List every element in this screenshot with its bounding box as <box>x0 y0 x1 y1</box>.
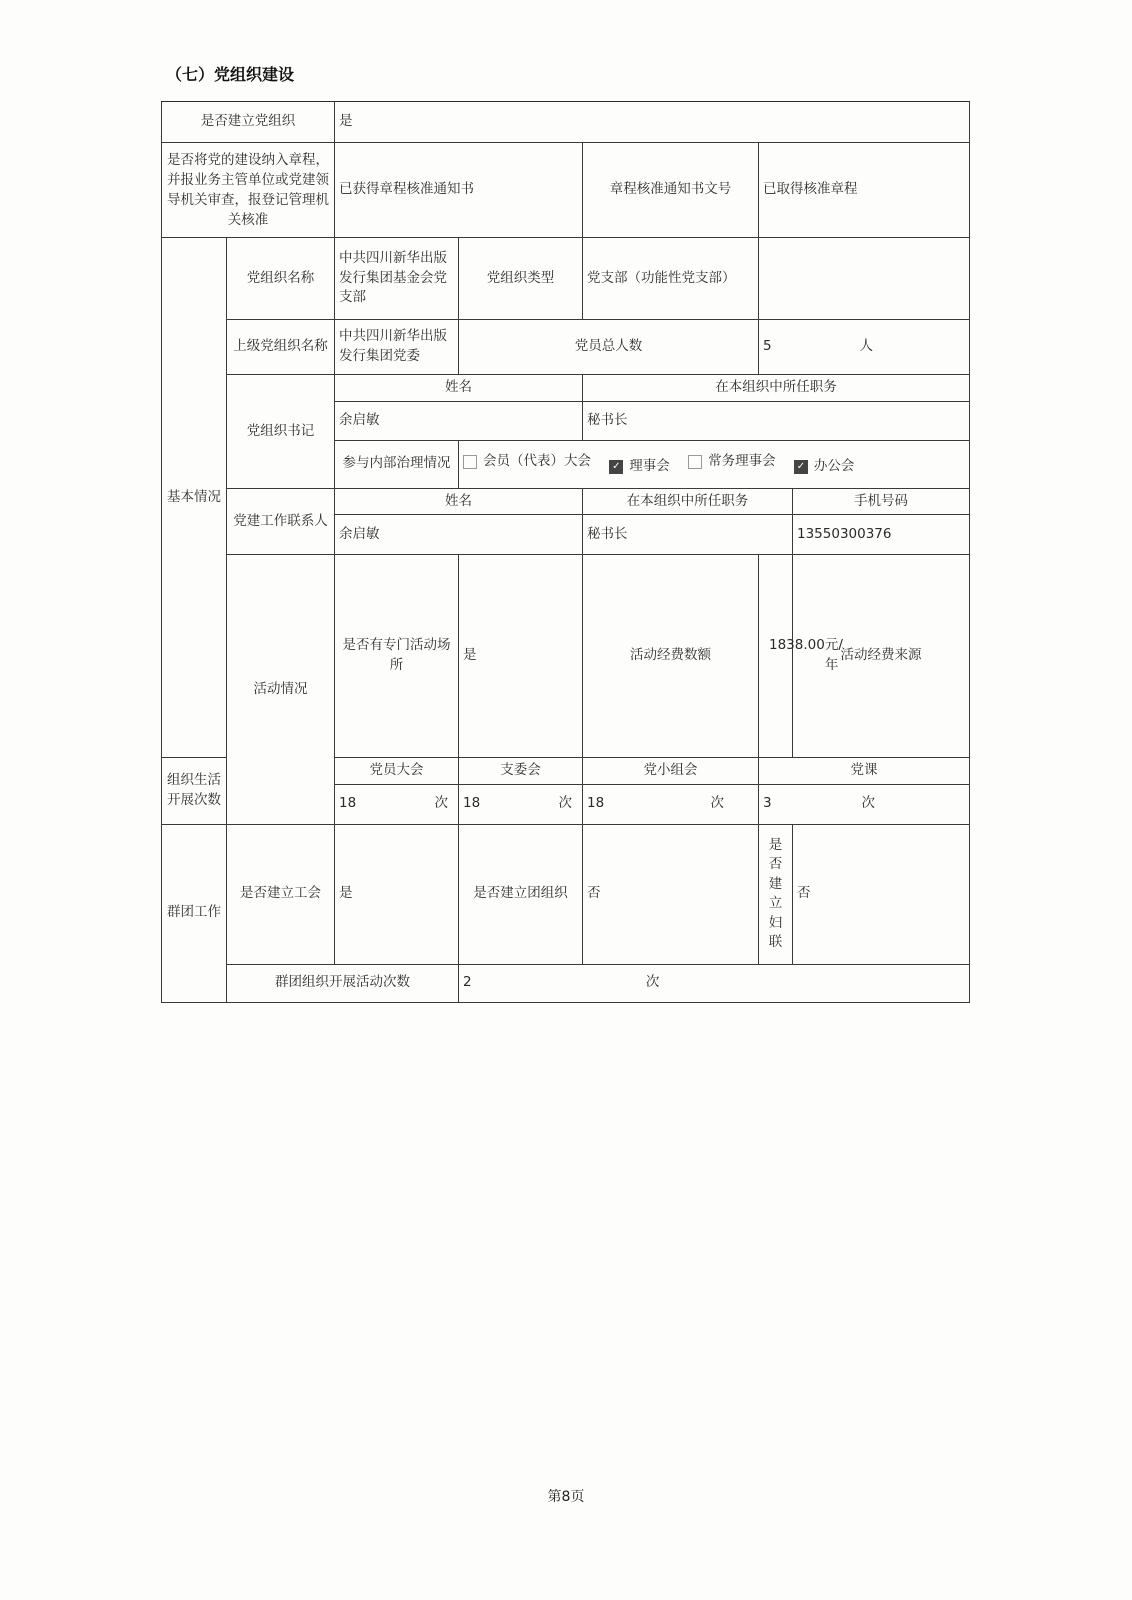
established-label: 是否建立党组织 <box>162 102 335 143</box>
life-header-2: 党小组会 <box>583 757 759 784</box>
org-name-label: 党组织名称 <box>227 238 335 320</box>
league-value: 否 <box>583 824 759 964</box>
charter-value: 已获得章程核准通知书 <box>335 143 583 238</box>
venue-label: 是否有专门活动场所 <box>335 555 459 758</box>
life-header-3: 党课 <box>759 757 970 784</box>
activity-group-label: 活动情况 <box>227 555 335 825</box>
league-label: 是否建立团组织 <box>459 824 583 964</box>
contact-position-header: 在本组织中所任职务 <box>583 488 793 515</box>
life-header-1: 支委会 <box>459 757 583 784</box>
checkbox-icon[interactable] <box>688 455 702 469</box>
parent-org-label: 上级党组织名称 <box>227 320 335 375</box>
venue-value: 是 <box>459 555 583 758</box>
org-type-extra <box>759 238 970 320</box>
life-label: 组织生活开展次数 <box>162 757 227 824</box>
life-count-3: 3 次 <box>759 784 970 824</box>
org-name-value: 中共四川新华出版发行集团基金会党支部 <box>335 238 459 320</box>
org-type-value: 党支部（功能性党支部） <box>583 238 759 320</box>
union-label: 是否建立工会 <box>227 824 335 964</box>
union-value: 是 <box>335 824 459 964</box>
governance-option-3[interactable]: ✓ 办公会 <box>794 457 855 477</box>
secretary-label: 党组织书记 <box>227 375 335 489</box>
org-type-label: 党组织类型 <box>459 238 583 320</box>
secretary-name: 余启敏 <box>335 401 583 440</box>
checkbox-checked-icon[interactable]: ✓ <box>794 460 808 474</box>
life-header-0: 党员大会 <box>335 757 459 784</box>
contact-phone: 13550300376 <box>793 515 970 555</box>
page-number: 第8页 <box>547 1489 585 1505</box>
contact-name-header: 姓名 <box>335 488 583 515</box>
charter-doc-label: 章程核准通知书文号 <box>583 143 759 238</box>
section-title: （七）党组织建设 <box>166 65 295 84</box>
secretary-position-header: 在本组织中所任职务 <box>583 375 970 402</box>
life-count-2: 18 次 <box>583 784 759 824</box>
funds-cell <box>759 555 843 758</box>
members-label: 党员总人数 <box>459 320 759 375</box>
governance-option-2[interactable]: 常务理事会 <box>688 452 776 472</box>
parent-org-value: 中共四川新华出版发行集团党委 <box>335 320 459 375</box>
governance-option-0[interactable]: 会员（代表）大会 <box>463 452 591 472</box>
funds-label: 活动经费数额 <box>583 555 759 758</box>
contact-name: 余启敏 <box>335 515 583 555</box>
events-unit: 次 <box>645 974 660 991</box>
funds-unit: 元/年 <box>824 637 843 673</box>
established-value: 是 <box>335 102 970 143</box>
events-value: 2 <box>463 974 472 991</box>
checkbox-checked-icon[interactable]: ✓ <box>609 460 623 474</box>
women-value: 否 <box>793 824 970 964</box>
life-count-0: 18 次 <box>335 784 459 824</box>
contact-position: 秘书长 <box>583 515 793 555</box>
charter-doc-value: 已取得核准章程 <box>759 143 970 238</box>
governance-option-1[interactable]: ✓ 理事会 <box>609 457 670 477</box>
members-cell <box>759 320 970 375</box>
party-organization-form <box>161 101 970 1003</box>
charter-label: 是否将党的建设纳入章程，并报业务主管单位或党建领导机关审查，报登记管理机关核准 <box>162 143 335 238</box>
governance-options <box>459 440 970 488</box>
secretary-position: 秘书长 <box>583 401 970 440</box>
events-cell <box>459 964 970 1002</box>
events-label: 群团组织开展活动次数 <box>227 964 459 1002</box>
women-label: 是否建立妇联 <box>759 824 793 964</box>
mass-group-label: 群团工作 <box>162 824 227 1002</box>
contact-phone-header: 手机号码 <box>793 488 970 515</box>
checkbox-icon[interactable] <box>463 455 477 469</box>
secretary-name-header: 姓名 <box>335 375 583 402</box>
funds-source-label: 活动经费来源 <box>793 555 970 758</box>
members-unit: 人 <box>859 338 873 355</box>
contact-label: 党建工作联系人 <box>227 488 335 555</box>
governance-label: 参与内部治理情况 <box>335 440 459 488</box>
funds-value: 1838.00 <box>769 637 825 654</box>
basic-group-label: 基本情况 <box>162 238 227 758</box>
life-count-1: 18 次 <box>459 784 583 824</box>
members-value: 5 <box>763 338 772 355</box>
